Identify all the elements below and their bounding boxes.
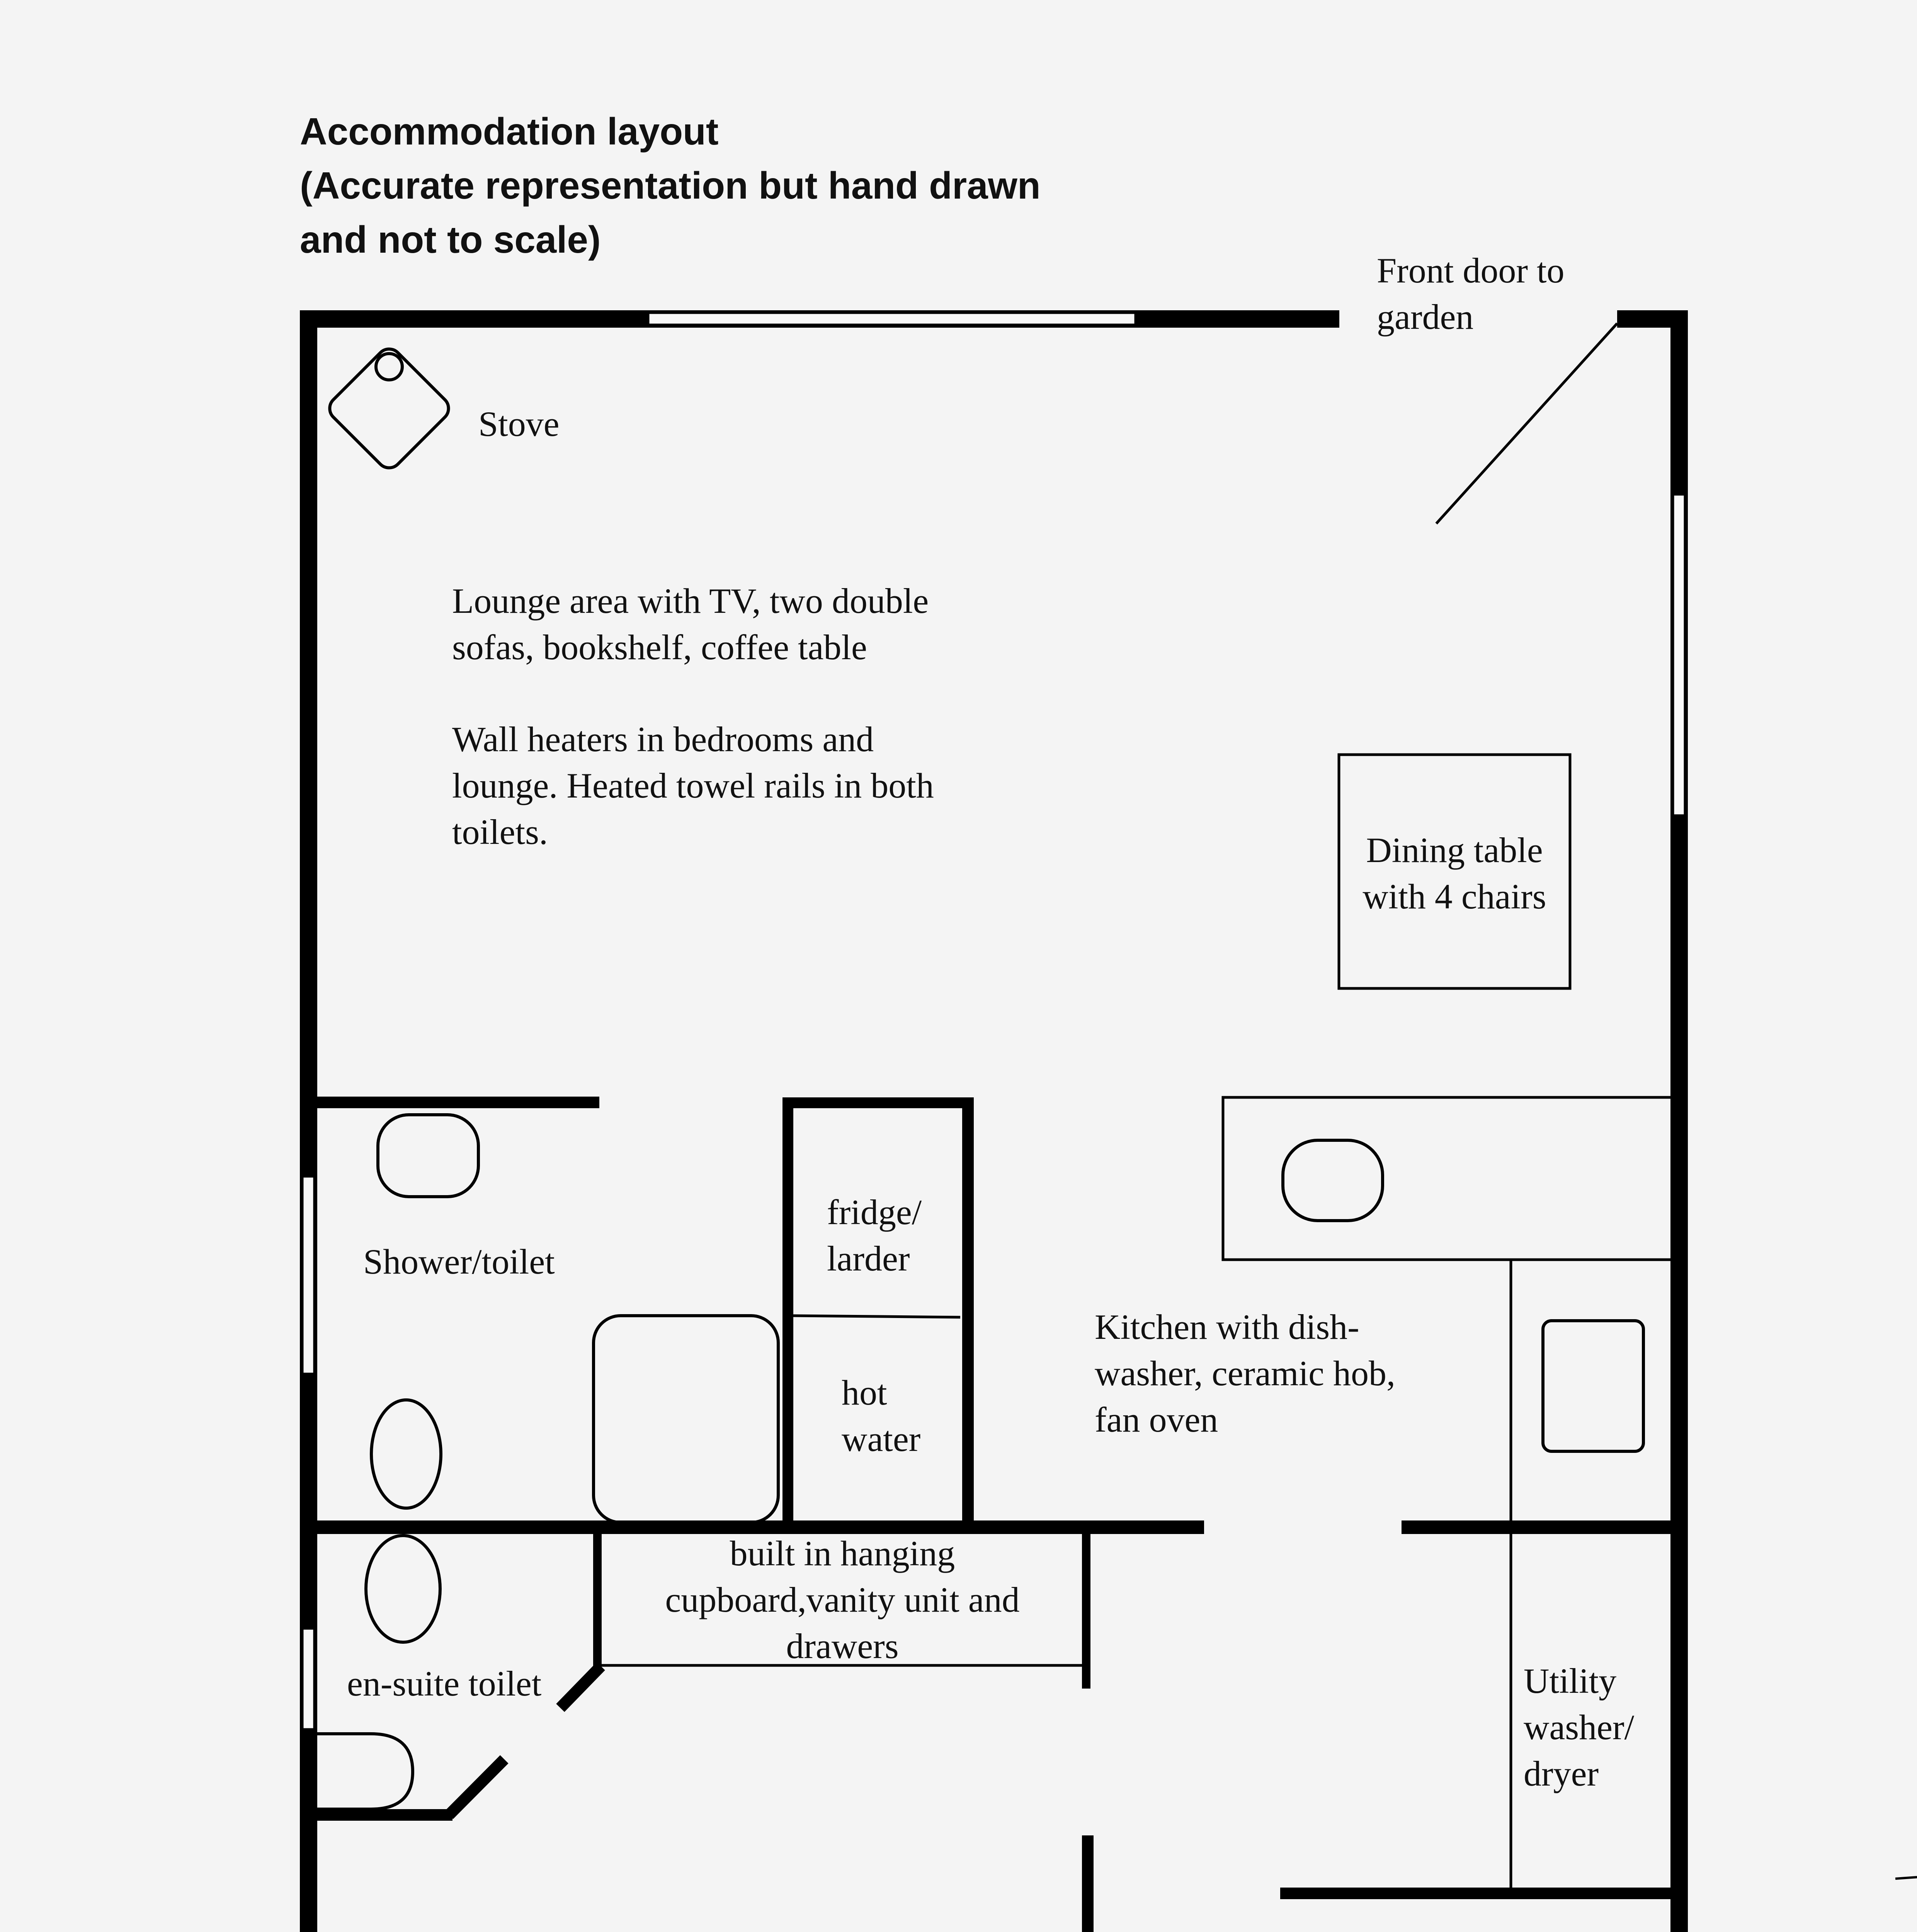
window-right xyxy=(1673,495,1685,815)
ensuite-door-lower xyxy=(449,1759,504,1815)
title-line-2: (Accurate representation but hand drawn xyxy=(300,164,1041,207)
title-line-1: Accommodation layout xyxy=(300,110,719,153)
wall-ensuite-bottom xyxy=(300,1809,452,1821)
stove-icon xyxy=(325,344,454,473)
shower-toilet-icon xyxy=(371,1400,441,1508)
ensuite-basin-icon xyxy=(317,1734,413,1809)
wall-cupboard-left xyxy=(593,1526,602,1669)
label-cupboard: built in hanging cupboard,vanity unit and drawers xyxy=(665,1534,1020,1666)
shower-basin-icon xyxy=(378,1115,478,1197)
label-utility: Utility washer/ dryer xyxy=(1524,1661,1635,1793)
shower-tray-icon xyxy=(594,1316,778,1522)
label-heating: Wall heaters in bedrooms and lounge. Heated towel rails in both toilets. xyxy=(452,719,934,852)
window-top xyxy=(648,313,1135,325)
label-hot-water: hot water xyxy=(842,1373,921,1459)
ensuite-door-upper xyxy=(560,1666,601,1708)
hob-icon xyxy=(1543,1321,1643,1451)
wall-bedroom-divider xyxy=(1082,1835,1094,1932)
wall-utility-bottom xyxy=(1280,1888,1688,1899)
wall-shower-top xyxy=(300,1097,599,1108)
oven-unit xyxy=(1511,1260,1677,1526)
window-left-shower xyxy=(303,1177,314,1374)
kitchen-counter xyxy=(1223,1097,1677,1260)
edge-mark xyxy=(1895,1877,1917,1879)
window-left-ensuite xyxy=(303,1629,314,1729)
label-lounge: Lounge area with TV, two double sofas, bookshelf, coffee table xyxy=(452,581,929,667)
label-dining: Dining table with 4 chairs xyxy=(1362,830,1546,916)
label-fridge: fridge/ larder xyxy=(827,1192,922,1278)
wall-fridge-left xyxy=(782,1097,793,1528)
label-front-door: Front door to garden xyxy=(1377,251,1565,337)
label-ensuite: en-suite toilet xyxy=(347,1664,542,1703)
fridge-divider xyxy=(793,1316,960,1317)
wall-fridge-top xyxy=(782,1097,974,1108)
wall-cupboard-right xyxy=(1082,1526,1090,1689)
label-kitchen: Kitchen with dish- washer, ceramic hob, fan oven xyxy=(1095,1307,1395,1439)
page-title xyxy=(300,104,1041,267)
wall-fridge-right xyxy=(962,1097,974,1528)
title-line-3: and not to scale) xyxy=(300,218,601,261)
front-door-swing xyxy=(1436,323,1617,524)
label-shower-toilet: Shower/toilet xyxy=(363,1242,555,1281)
label-stove: Stove xyxy=(478,404,560,444)
ensuite-toilet-icon xyxy=(366,1536,440,1642)
kitchen-sink-icon xyxy=(1283,1140,1383,1221)
